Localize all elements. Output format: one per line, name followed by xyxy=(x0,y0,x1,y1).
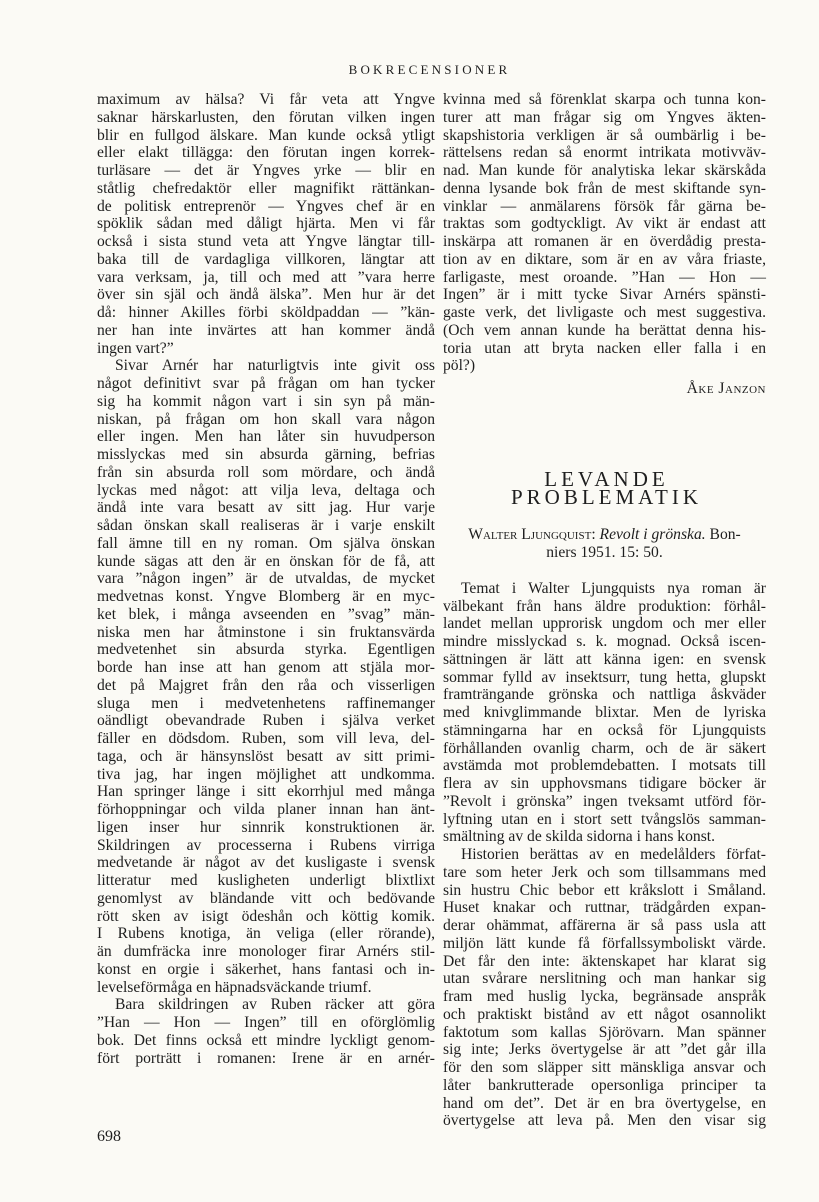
text-line: hand om det”. Det är en bra övertygelse, en xyxy=(443,1094,766,1112)
text-line: ingen vart?” xyxy=(97,339,174,357)
text-line: litteratur med kusligheten underligt blixtlixt xyxy=(97,872,435,889)
text-line: Temat i Walter Ljungquists nya roman är xyxy=(461,579,766,597)
running-head: BOKRECENSIONER xyxy=(348,62,511,77)
text-line: flera av sin upphovsmans tidigare böcker är xyxy=(443,775,766,793)
text-line: sig inte; Jerks övertygelse är att ”det går illa xyxy=(443,1041,766,1059)
text-line: ligen inser hur sinnrik konstruktionen är. xyxy=(97,818,435,836)
text-line: tiva jag, har ingen möjlighet att undkomma. xyxy=(97,765,435,783)
text-line: fäller en dödsdom. Ruben, som vill leva, del- xyxy=(97,730,435,747)
text-line: sådan önskan skall realiseras är i varje enskilt xyxy=(97,517,435,534)
paragraph xyxy=(97,357,435,996)
text-line: från sin absurda roll som mördare, och ändå xyxy=(97,463,435,481)
text-line: lyckas med något: att vilja leva, deltaga och xyxy=(97,481,435,499)
text-line: Det får den inte: äktenskapet har klarat sig xyxy=(443,952,766,970)
text-line: medvetenhet sin absurda styrka. Egentligen xyxy=(97,641,435,659)
text-line: medvetande är något av det kusligaste i svensk xyxy=(97,854,435,872)
text-line: lyftning utan en i stort sett tvångslös samman- xyxy=(443,810,766,828)
text-line: levelseförmåga en häpnadsväckande triumf. xyxy=(97,978,372,996)
text-line: något definitivt svar på frågan om han tycker xyxy=(97,375,435,392)
text-line: med knivglimmande blixtar. Men de lyriska xyxy=(443,704,766,722)
text-line: fall ämne till en ny roman. Om själva önskan xyxy=(97,534,435,552)
text-line: fram med huslig lycka, begränsade anspråk xyxy=(443,988,766,1006)
book-author: Walter Ljungquist xyxy=(468,526,592,544)
text-line: Han springer länge i sitt ekorrhjul med många xyxy=(97,783,435,801)
paragraph xyxy=(97,996,435,1067)
text-line: denna lysande bok från de mest skiftande syn- xyxy=(443,179,766,197)
text-line: maximum av hälsa? Vi får veta att Yngve xyxy=(97,91,435,108)
text-line: vinklar — anmälarens försök får gärna be- xyxy=(443,197,766,215)
text-line: oändligt obevandrade Ruben i själva verket xyxy=(97,712,435,730)
text-line: också i sista stund veta att Yngve längtar till- xyxy=(97,233,435,250)
text-line: sluga men i medvetenhetens raffinemanger xyxy=(97,694,435,712)
text-line: sin hustru Chic bebor ett kråkslott i Småland. xyxy=(443,881,766,899)
text-line: ”Revolt i grönska” ingen tveksamt utförd för- xyxy=(443,792,766,810)
text-line: tion av en diktare, som är en av våra friaste, xyxy=(443,250,766,268)
text-line: över sin själ och ändå älska”. Men hur är det xyxy=(97,286,435,304)
text-line: baka till de vardagliga villkoren, längtar att xyxy=(97,250,435,268)
text-line: faktotum som kallas Sjörövarn. Man spänner xyxy=(443,1023,766,1041)
reviewer-signature: Åke Janzon xyxy=(686,380,766,397)
right-column xyxy=(443,91,766,1130)
text-line: niskan, på frågan om hon skall vara någon xyxy=(97,410,435,428)
text-line: borde han inse att han genom att stjäla mor- xyxy=(97,659,435,676)
text-line: vara ”någon ingen” är de utvaldas, de mycket xyxy=(97,570,435,588)
text-line: genomlyst av bländande vitt och bedövande xyxy=(97,889,435,907)
text-line: övertygelse att leva på. Men den visar sig xyxy=(443,1112,766,1130)
text-line: konst en orgie i säkerhet, hans fantasi och in- xyxy=(97,960,435,978)
text-line: blir en fullgod älskare. Man kunde också ytligt xyxy=(97,126,435,144)
text-line: kvinna med så förenklat skarpa och tunna kon- xyxy=(443,91,766,108)
text-line: I Rubens knotiga, än veliga (eller rörande), xyxy=(97,925,435,943)
text-line: de politisk entreprenör — Yngves chef är en xyxy=(97,197,435,215)
text-line: Historien berättas av en medelålders förfat- xyxy=(461,846,766,864)
text-line: traktas som godtyckligt. Av vikt är endast att xyxy=(443,215,766,233)
text-line: förhållanden ovanlig charm, och de är säkert xyxy=(443,739,766,757)
left-column xyxy=(97,91,435,1067)
text-line: ket blek, i många avseenden en ”svag” män- xyxy=(97,605,435,623)
text-line: framträngande grönska och nattliga åskväder xyxy=(443,686,766,704)
review-body xyxy=(443,580,766,1130)
publisher-line-1: Bon- xyxy=(705,526,741,544)
section-title: LEVANDE PROBLEMATIK xyxy=(510,466,702,509)
text-line: derar ohämmat, affärerna är så pass usla att xyxy=(443,917,766,935)
text-line: för den som släpper sitt mänskliga ansvar och xyxy=(443,1059,766,1077)
text-line: turer att man frågar sig om Yngves äkten- xyxy=(443,108,766,126)
text-line: ner han inte invärtes att han kommer ändå xyxy=(97,321,435,339)
paragraph xyxy=(443,846,766,1130)
paragraph xyxy=(443,580,766,846)
byline-separator: : xyxy=(591,526,600,544)
text-line: tare som heter Jerk och som tillsammans med xyxy=(443,863,766,881)
text-line: smältning av de skilda sidorna i hans konst. xyxy=(443,828,715,846)
text-line: farligaste, mest oroande. ”Han — Hon — xyxy=(443,268,766,286)
text-line: ”Han — Hon — Ingen” till en oförglömlig xyxy=(97,1014,435,1031)
text-line: misslyckas med sin absurda gärning, befrias xyxy=(97,446,435,463)
review-conclusion xyxy=(443,91,766,375)
text-line: niska men har åtminstone i sin fruktansvärda xyxy=(97,623,435,641)
text-line: nad. Man kunde för analytiska lekar skärskåda xyxy=(443,162,766,179)
text-line: mindre misslyckad s. k. mognad. Också iscen- xyxy=(443,633,766,651)
text-line: Skildringen av processerna i Rubens virriga xyxy=(97,836,435,854)
text-line: turläsare — det är Yngves yrke — blir en xyxy=(97,162,435,179)
text-line: sommar fylld av insektsurr, tung hetta, glupskt xyxy=(443,668,766,686)
text-line: rött sken av isigt ödeshån och köttig komik. xyxy=(97,907,435,925)
text-line: förhoppningar och vilda planer innan han änt- xyxy=(97,801,435,818)
text-line: rättelsens redan så enormt intrikata motivväv- xyxy=(443,144,766,162)
text-line: låter bankrutterade opersonliga principer ta xyxy=(443,1076,766,1094)
text-line: spöklik sådan med dåligt hjärta. Men vi får xyxy=(97,215,435,233)
text-line: taga, och är hänsynslöst besatt av sitt primi- xyxy=(97,747,435,765)
paragraph xyxy=(97,91,435,357)
text-line: kunde sägas att den är en önskan för de få, att xyxy=(97,552,435,570)
text-line: välbekant från hans äldre produktion: förhål- xyxy=(443,597,766,615)
text-line: stämningarna har en också för Ljungquists xyxy=(443,721,766,739)
text-line: fört porträtt i romanen: Irene är en arnér- xyxy=(97,1049,435,1067)
text-line: eller ingen. Men han låter sin huvudperson xyxy=(97,428,435,446)
text-line: miljön lätt kunde få förfallssymboliskt värde. xyxy=(443,934,766,952)
text-line: (Och vem annan kunde ha berättat denna his- xyxy=(443,321,766,339)
text-line: bok. Det finns också ett mindre lyckligt genom- xyxy=(97,1031,435,1049)
text-line: det på Majgret från den råa och visserligen xyxy=(97,676,435,694)
text-line: avstämda mot problemdebatten. I motsats till xyxy=(443,757,766,775)
text-line: gaste verk, det livligaste och mest suggestiva. xyxy=(443,304,766,321)
publisher-line-2: niers 1951. 15: 50. xyxy=(546,544,663,562)
text-line: ändå inte vara besatt av sitt jag. Hur varje xyxy=(97,499,435,517)
text-line: Sivar Arnér har naturligtvis inte givit oss xyxy=(115,357,435,375)
text-line: än dumfräcka inre monologer firar Arnérs stil- xyxy=(97,943,435,960)
text-line: då: hinner Akilles förbi sköldpaddan — ”kän- xyxy=(97,304,435,321)
text-line: landet mellan upprorisk ungdom och mer eller xyxy=(443,615,766,633)
text-line: Bara skildringen av Ruben räcker att göra xyxy=(115,996,435,1014)
text-line: utan svårare nerslitning och man hankar sig xyxy=(443,970,766,988)
text-line: vara verksam, ja, till och med att ”vara herre xyxy=(97,268,435,286)
text-line: Ingen” är i mitt tycke Sivar Arnérs spänsti- xyxy=(443,286,766,304)
text-line: toria utan att bryta nacken eller falla i en xyxy=(443,339,766,357)
page-number: 698 xyxy=(97,1128,121,1145)
text-line: sättningen är lätt att känna igen: en svensk xyxy=(443,650,766,668)
text-line: skapshistoria verkligen är så oumbärlig i be- xyxy=(443,126,766,144)
text-line: ståtlig chefredaktör eller magnifikt rättänkan- xyxy=(97,179,435,197)
text-line: sig ha kommit någon vart i sin syn på män- xyxy=(97,392,435,410)
text-line: medvetnas konst. Yngve Blomberg är en myc- xyxy=(97,588,435,605)
text-line: pöl?) xyxy=(443,357,476,375)
text-line: och praktiskt bistånd av ett något osannolikt xyxy=(443,1005,766,1023)
text-line: inskärpa att romanen är en överdådig presta- xyxy=(443,233,766,250)
text-line: Huset knakar och ruttnar, trädgården expan- xyxy=(443,899,766,917)
text-line: eller elakt tillägga: den förutan ingen korrek- xyxy=(97,144,435,162)
paragraph xyxy=(443,91,766,375)
text-line: saknar härskarlusten, den förutan vilken ingen xyxy=(97,108,435,126)
book-title: Revolt i grönska. xyxy=(599,526,706,544)
book-byline xyxy=(443,526,766,562)
